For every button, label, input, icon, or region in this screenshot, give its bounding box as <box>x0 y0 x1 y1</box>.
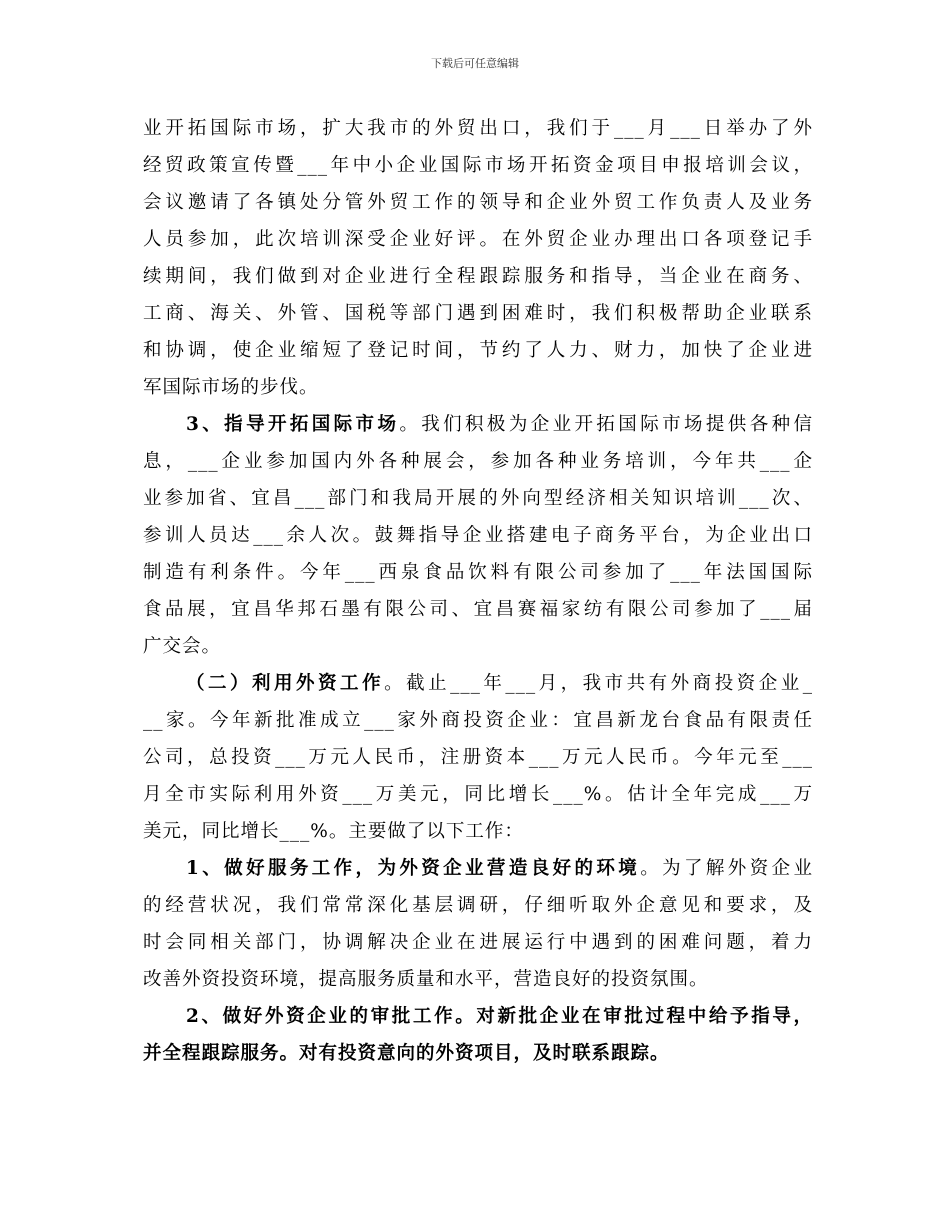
page-header: 下载后可任意编辑 <box>431 57 519 70</box>
body-text: 经贸政策宣传暨___年中小企业国际市场开拓资金项目申报培训会议， <box>143 155 813 176</box>
text-line <box>143 702 813 739</box>
text-line <box>143 1035 813 1072</box>
body-text: 工商、海关、外管、国税等部门遇到困难时，我们积极帮助企业联系 <box>143 303 813 324</box>
text-line <box>143 221 813 258</box>
text-line <box>143 295 813 332</box>
body-text: 。为了解外资企业 <box>640 858 813 879</box>
body-text: 月全市实际利用外资___万美元，同比增长___%。估计全年完成___万 <box>143 784 813 805</box>
body-text: 的经营状况，我们常常深化基层调研，仔细听取外企意见和要求，及 <box>143 895 813 916</box>
text-line <box>143 369 813 406</box>
document-body <box>143 110 813 1072</box>
text-line <box>143 406 813 443</box>
body-text: 制造有利条件。今年___西泉食品饮料有限公司参加了___年法国国际 <box>143 562 813 583</box>
text-line <box>143 517 813 554</box>
body-text: 。我们积极为企业开拓国际市场提供各种信 <box>399 414 813 435</box>
body-text: 改善外资投资环境，提高服务质量和水平，营造良好的投资氛围。 <box>143 969 709 990</box>
text-line <box>143 813 813 850</box>
body-text: 业开拓国际市场，扩大我市的外贸出口，我们于___月___日举办了外 <box>143 118 813 139</box>
text-line <box>143 147 813 184</box>
body-text: 公司，总投资___万元人民币，注册资本___万元人民币。今年元至___ <box>143 747 813 768</box>
text-line <box>143 443 813 480</box>
text-line <box>143 924 813 961</box>
text-line <box>143 110 813 147</box>
bold-heading-text: （二）利用外资工作 <box>186 673 385 694</box>
text-line <box>143 776 813 813</box>
body-text: 军国际市场的步伐。 <box>143 377 319 398</box>
text-line <box>143 850 813 887</box>
body-text: 广交会。 <box>143 636 222 657</box>
body-text: 参训人员达___余人次。鼓舞指导企业搭建电子商务平台，为企业出口 <box>143 525 813 546</box>
body-text: 食品展，宜昌华邦石墨有限公司、宜昌赛福家纺有限公司参加了___届 <box>143 599 813 620</box>
body-text: 人员参加，此次培训深受企业好评。在外贸企业办理出口各项登记手 <box>143 229 813 250</box>
body-text: 息，___企业参加国内外各种展会，参加各种业务培训，今年共___企 <box>143 451 813 472</box>
text-line <box>143 554 813 591</box>
text-line <box>143 887 813 924</box>
body-text: 续期间，我们做到对企业进行全程跟踪服务和指导，当企业在商务、 <box>143 266 813 287</box>
text-line <box>143 591 813 628</box>
bold-heading-text: 3、指导开拓国际市场 <box>186 414 400 435</box>
body-text: 。截止___年___月，我市共有外商投资企业_ <box>384 673 813 694</box>
body-text: 时会同相关部门，协调解决企业在进展运行中遇到的困难问题，着力 <box>143 932 813 953</box>
text-line <box>143 184 813 221</box>
text-line <box>143 480 813 517</box>
text-line <box>143 332 813 369</box>
body-text: 美元，同比增长___%。主要做了以下工作： <box>143 821 524 842</box>
body-text: 和协调，使企业缩短了登记时间，节约了人力、财力，加快了企业进 <box>143 340 813 361</box>
bold-heading-text: 2、做好外资企业的审批工作。对新批企业在审批过程中给予指导， <box>186 1006 813 1027</box>
text-line <box>143 628 813 665</box>
text-line <box>143 961 813 998</box>
body-text: 业参加省、宜昌___部门和我局开展的外向型经济相关知识培训___次、 <box>143 488 813 509</box>
text-line <box>143 665 813 702</box>
bold-heading-text: 1、做好服务工作，为外资企业营造良好的环境 <box>186 858 641 879</box>
text-line <box>143 998 813 1035</box>
bold-heading-text: 并全程跟踪服务。对有投资意向的外资项目，及时联系跟踪。 <box>143 1043 670 1064</box>
body-text: __家。今年新批准成立___家外商投资企业：宜昌新龙台食品有限责任 <box>143 710 813 731</box>
body-text: 会议邀请了各镇处分管外贸工作的领导和企业外贸工作负责人及业务 <box>143 192 813 213</box>
text-line <box>143 258 813 295</box>
text-line <box>143 739 813 776</box>
